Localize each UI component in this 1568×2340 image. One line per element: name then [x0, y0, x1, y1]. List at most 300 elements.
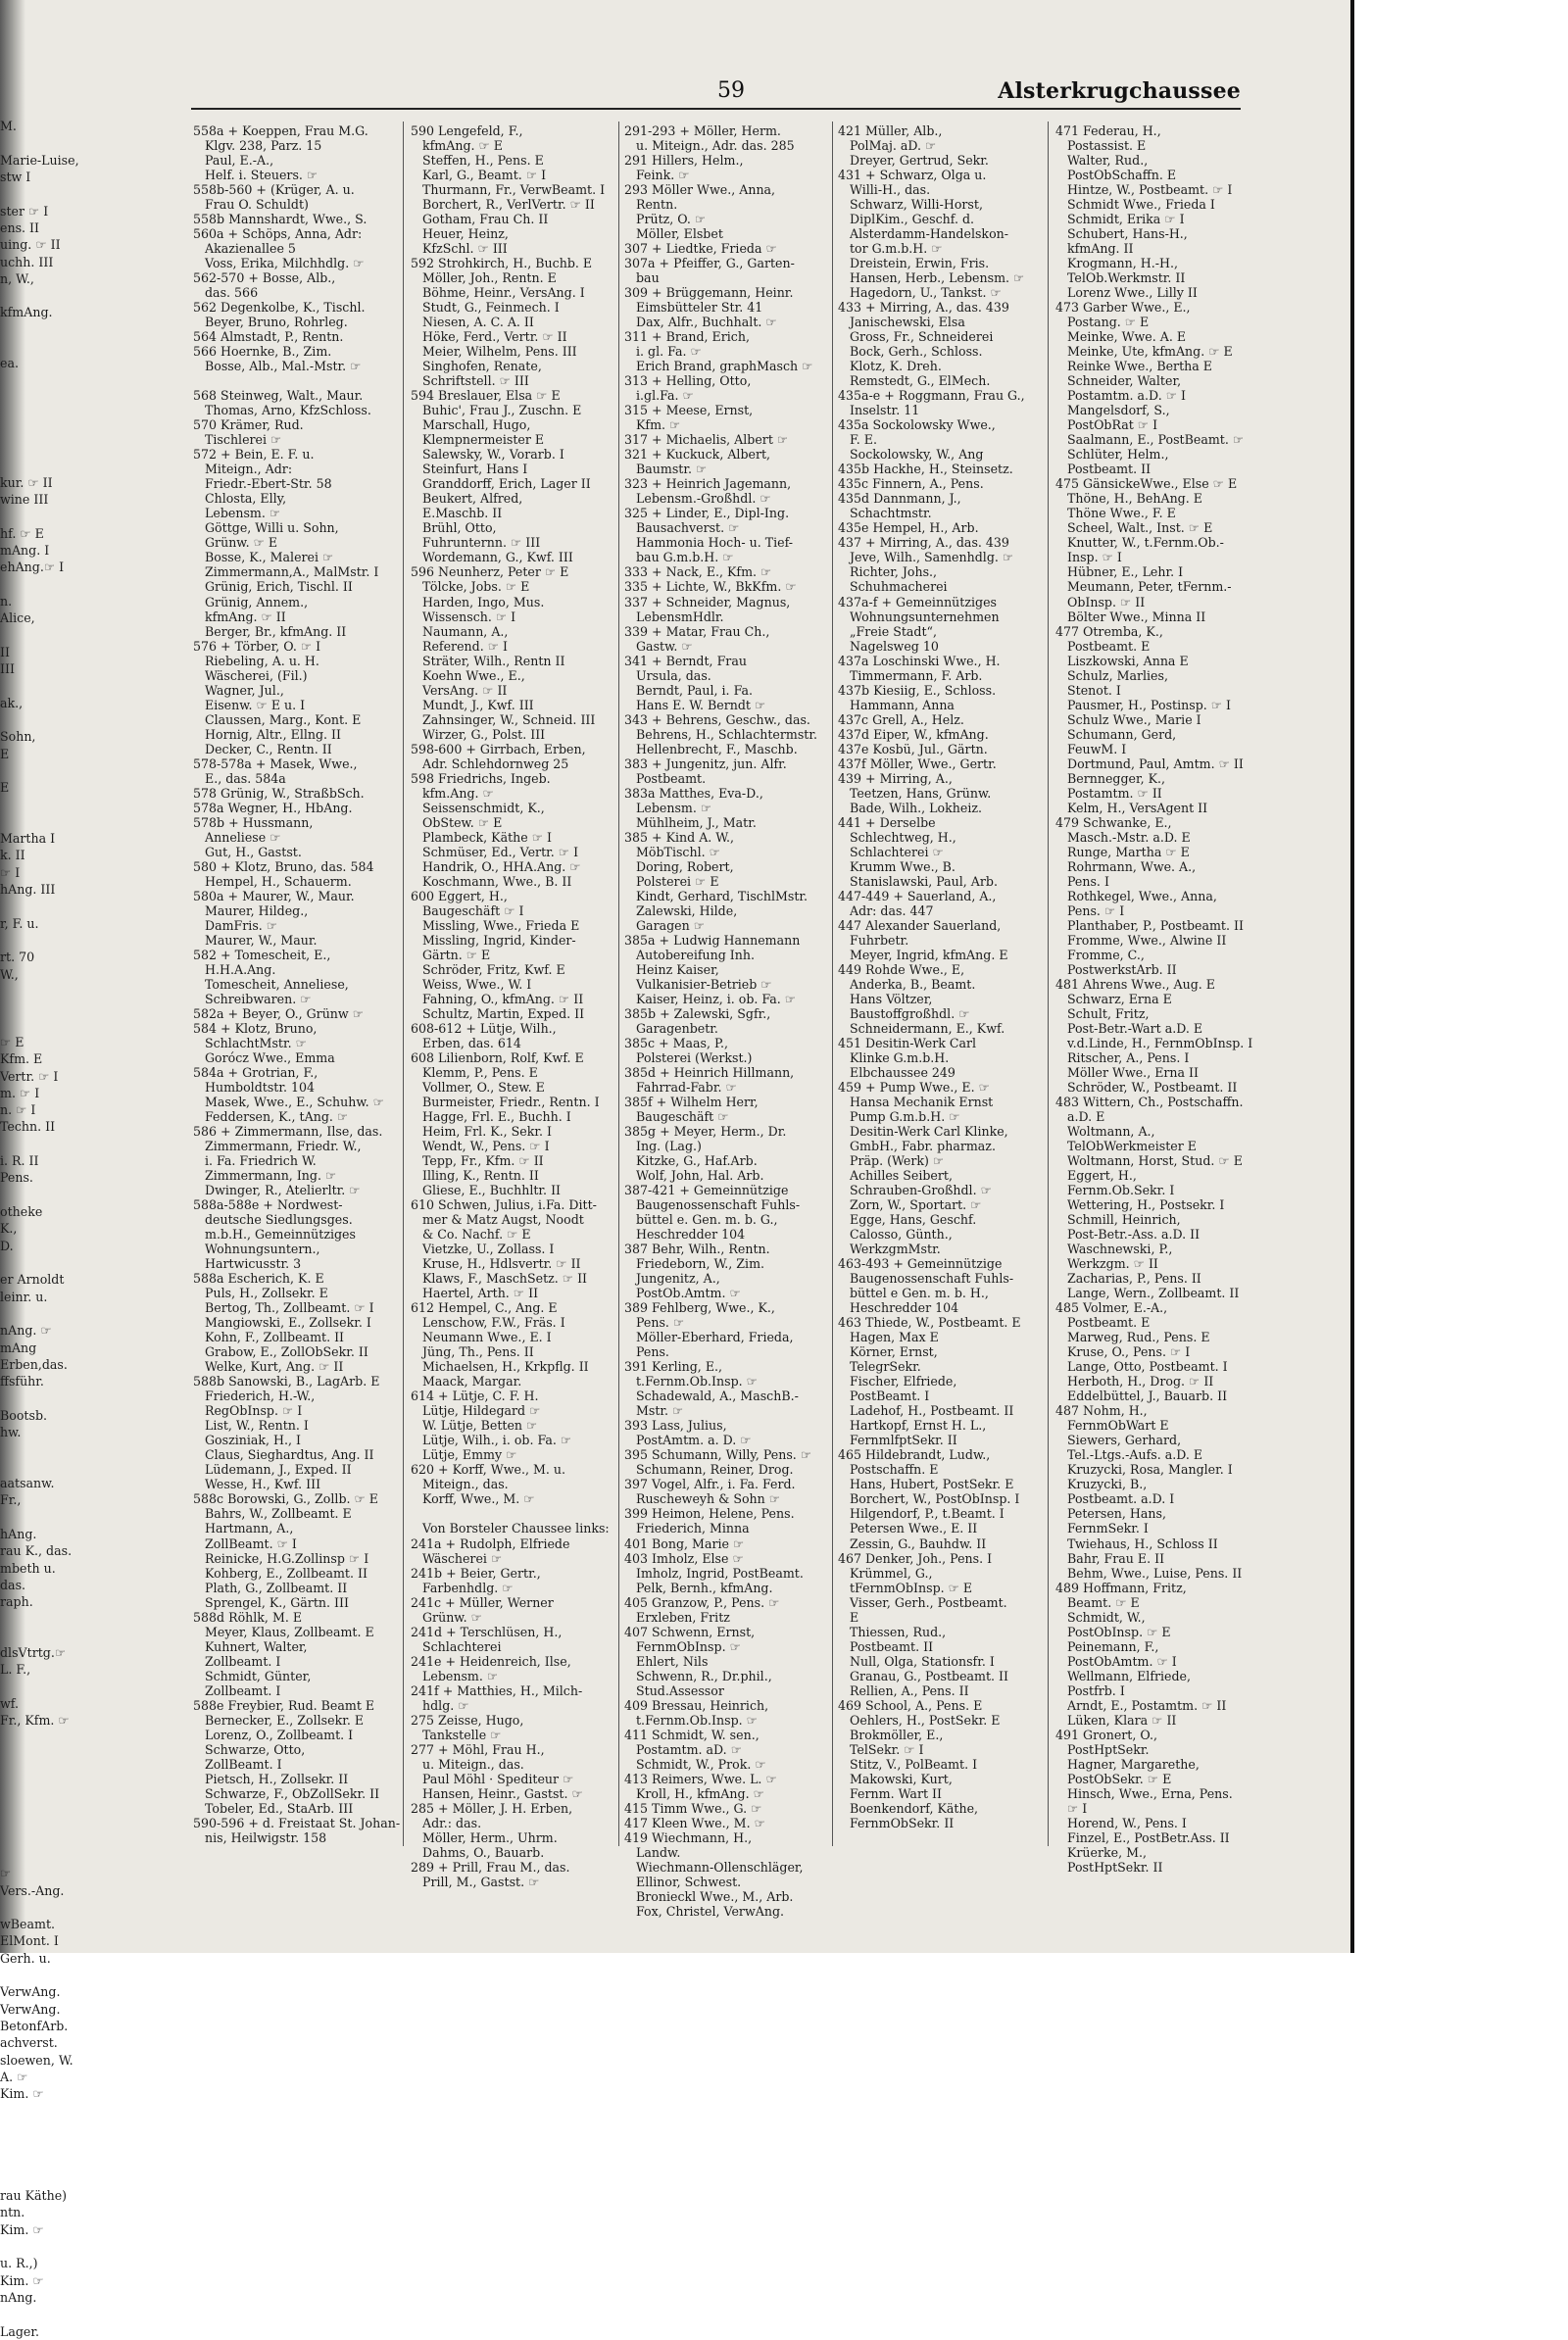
directory-line: Hempel, H., Schauerm. [205, 873, 352, 889]
directory-line: Schneider, Walter, [1067, 373, 1182, 389]
directory-line: 413 Reimers, Wwe. L. ☞ [624, 1771, 777, 1786]
directory-line: 572 + Bein, E. F. u. [193, 447, 315, 463]
margin-fragment-line: Marie-Luise, [0, 152, 79, 168]
directory-line: Imholz, Ingrid, PostBeamt. [636, 1565, 804, 1581]
directory-line: Fernm.Ob.Sekr. I [1067, 1183, 1175, 1198]
directory-line: 307 + Liedtke, Frieda ☞ [624, 241, 777, 257]
directory-line: Schultz, Martin, Exped. II [422, 1005, 585, 1021]
directory-line: PostOb.Amtm. ☞ [636, 1286, 741, 1301]
directory-line: Schlachterei ☞ [850, 844, 944, 859]
directory-line: „Freie Stadt“, [850, 623, 937, 639]
directory-line: 558b-560 + (Krüger, A. u. [193, 182, 355, 198]
directory-line: 241b + Beier, Gertr., [411, 1565, 541, 1581]
directory-line: Nagelsweg 10 [850, 638, 939, 654]
directory-line: Schmidt, Erika ☞ I [1067, 212, 1185, 227]
directory-line: 584 + Klotz, Bruno, [193, 1020, 318, 1036]
directory-line: das. 566 [205, 285, 259, 301]
directory-line: Ritscher, A., Pens. I [1067, 1049, 1190, 1065]
directory-line: Fuhrbetr. [850, 932, 909, 948]
directory-line: Lebensm. ☞ [636, 800, 712, 815]
directory-line: PostwerkstArb. II [1067, 961, 1177, 977]
directory-line: 435d Dannmann, J., [838, 491, 961, 507]
directory-line: Karl, G., Beamt. ☞ I [422, 168, 547, 183]
directory-line: Wiechmann-Ollenschläger, [636, 1859, 804, 1875]
directory-line: Plath, G., Zollbeamt. II [205, 1580, 348, 1595]
directory-line: 612 Hempel, C., Ang. E [411, 1300, 558, 1316]
directory-line: Teetzen, Hans, Grünw. [850, 785, 992, 801]
directory-line: E [850, 1609, 859, 1625]
margin-fragment-line [0, 1797, 90, 1814]
directory-line: Hornig, Altr., Ellng. II [205, 726, 341, 742]
margin-fragment-line: ea. [0, 356, 19, 371]
directory-line: Lorenz, O., Zollbeamt. I [205, 1727, 354, 1742]
directory-line: Hansen, Herb., Lebensm. ☞ [850, 270, 1025, 286]
directory-line: Erich Brand, graphMasch ☞ [636, 359, 813, 374]
margin-fragment-line [0, 2154, 90, 2170]
margin-fragment-line: uing. ☞ II [0, 237, 61, 253]
directory-line: 291-293 + Möller, Herm. [624, 123, 781, 138]
directory-line: Woltmann, A., [1067, 1124, 1155, 1140]
margin-fragment-line: M. [0, 119, 17, 133]
margin-fragment-line: rau Käthe) [0, 2188, 68, 2204]
directory-line: tFernmObInsp. ☞ E [850, 1580, 973, 1595]
directory-line: Präp. (Werk) ☞ [850, 1153, 945, 1169]
directory-line: Null, Olga, Stationsfr. I [850, 1653, 995, 1669]
margin-fragment-line: ehAng.☞ I [0, 560, 65, 575]
directory-line: LebensmHdlr. [636, 609, 724, 624]
directory-line: Schmüser, Ed., Vertr. ☞ I [422, 844, 579, 859]
margin-fragment-line: BetonfArb. [0, 2019, 69, 2033]
margin-fragment-line: W., [0, 966, 19, 982]
directory-line: kfmAng. ☞ E [422, 138, 503, 154]
directory-line: Grünig, Annem., [205, 594, 309, 609]
column-divider [1048, 122, 1049, 1846]
directory-line: FeuwM. I [1067, 741, 1127, 756]
directory-line: ObStew. ☞ E [422, 814, 503, 830]
directory-line: Studt, G., Feinmech. I [422, 300, 560, 316]
directory-line: Hansen, Heinr., Gastst. ☞ [422, 1785, 583, 1801]
directory-line: Lebensm. ☞ [422, 1668, 499, 1683]
directory-line: Lütje, Hildegard ☞ [422, 1403, 541, 1419]
directory-line: t.Fernm.Ob.Insp. ☞ [636, 1712, 758, 1728]
margin-fragment-line: dlsVtrtg.☞ [0, 1645, 67, 1661]
margin-fragment-line: hAng. III [0, 882, 56, 898]
directory-line: Twiehaus, H., Schloss II [1067, 1536, 1218, 1551]
directory-line: Decker, C., Rentn. II [205, 741, 332, 756]
directory-line: 385 + Kind A. W., [624, 829, 735, 845]
page-number: 59 [717, 78, 745, 103]
directory-line: Schlechtweg, H., [850, 829, 956, 845]
margin-fragment-line [0, 338, 90, 355]
directory-line: Vollmer, O., Stew. E [422, 1080, 545, 1096]
margin-fragment-line: Techn. II [0, 1119, 56, 1135]
directory-line: büttel e. Gen. m. b. G., [636, 1212, 778, 1228]
directory-line: Saalmann, E., PostBeamt. ☞ [1067, 432, 1245, 448]
directory-line: Bahrs, W., Zollbeamt. E [205, 1506, 352, 1522]
margin-fragment-line [0, 898, 90, 914]
directory-line: Von Borsteler Chaussee links: [422, 1521, 610, 1536]
directory-line: Grünw. ☞ [422, 1609, 482, 1625]
directory-line: Plambeck, Käthe ☞ I [422, 829, 552, 845]
directory-line: Richter, Johs., [850, 564, 938, 580]
directory-line: TelObWerkmeister E [1067, 1139, 1197, 1154]
directory-line: 459 + Pump Wwe., E. ☞ [838, 1080, 990, 1096]
directory-line: Gross, Fr., Schneiderei [850, 329, 994, 345]
directory-line: Berndt, Paul, i. Fa. [636, 682, 753, 698]
directory-line: 435b Hackhe, H., Steinsetz. [838, 462, 1013, 477]
directory-line: Wesse, H., Kwf. III [205, 1477, 321, 1492]
directory-line: Paul, E.-A., [205, 153, 274, 169]
directory-line: Krüerke, M., [1067, 1844, 1148, 1860]
directory-line: 578-578a + Masek, Wwe., [193, 756, 358, 771]
directory-line: Schuhmacherei [850, 579, 948, 595]
directory-line: Sträter, Wilh., Rentn II [422, 653, 565, 668]
margin-fragment-line: Alice, [0, 610, 35, 626]
directory-line: 469 School, A., Pens. E [838, 1697, 983, 1713]
directory-line: Tölcke, Jobs. ☞ E [422, 579, 530, 595]
directory-line: Knutter, W., t.Fernm.Ob.- [1067, 535, 1224, 551]
directory-line: Hübner, E., Lehr. I [1067, 564, 1184, 580]
directory-line: Feink. ☞ [636, 168, 690, 183]
directory-line: Prütz, O. ☞ [636, 212, 707, 227]
margin-fragment-line [0, 2136, 90, 2153]
directory-line: Klinke G.m.b.H. [850, 1049, 950, 1065]
directory-line: Werkzgm. ☞ II [1067, 1256, 1158, 1272]
directory-line: 600 Eggert, H., [411, 888, 508, 903]
directory-line: Helf. i. Steuers. ☞ [205, 168, 318, 183]
directory-line: 447-449 + Sauerland, A., [838, 888, 997, 903]
directory-line: a.D. E [1067, 1109, 1105, 1125]
directory-line: 437a Loschinski Wwe., H. [838, 653, 1001, 668]
margin-fragment-line [0, 1440, 90, 1457]
margin-fragment-line: Fr., [0, 1492, 22, 1508]
directory-line: 481 Ahrens Wwe., Aug. E [1055, 976, 1215, 992]
directory-line: Kohberg, E., Zollbeamt. II [205, 1565, 368, 1581]
directory-line: Zimmermann,A., MalMstr. I [205, 564, 379, 580]
directory-line: Inselstr. 11 [850, 403, 920, 418]
directory-line: Möller, Herm., Uhrm. [422, 1829, 558, 1845]
directory-line: Vietzke, U., Zollass. I [422, 1242, 555, 1257]
directory-line: Thurmann, Fr., VerwBeamt. I [422, 182, 606, 198]
directory-line: Makowski, Kurt, [850, 1771, 953, 1786]
directory-column-2 [411, 123, 612, 1889]
directory-line: Niesen, A. C. A. II [422, 315, 534, 330]
directory-line: Postschaffn. E [850, 1462, 939, 1478]
directory-line: 598 Friedrichs, Ingeb. [411, 770, 551, 786]
directory-line: Schröder, W., Postbeamt. II [1067, 1080, 1238, 1096]
directory-line: Mundt, J., Kwf. III [422, 697, 534, 712]
facing-page-margin-fragments [0, 118, 90, 2340]
directory-line: Vulkanisier-Betrieb ☞ [636, 976, 772, 992]
margin-fragment-line [0, 1254, 90, 1271]
directory-line: SchlachtMstr. ☞ [205, 1035, 307, 1050]
directory-line: Postbeamt. II [1067, 462, 1152, 477]
directory-line: 435e Hempel, H., Arb. [838, 520, 979, 536]
margin-fragment-line [0, 406, 90, 422]
directory-line: Visser, Gerh., Postbeamt. [850, 1594, 1007, 1610]
margin-fragment-line: Kim. ☞ [0, 2086, 44, 2102]
directory-line: Boenkendorf, Käthe, [850, 1800, 979, 1816]
margin-fragment-line: mbeth u. [0, 1560, 56, 1576]
directory-line: Hagedorn, U., Tankst. ☞ [850, 285, 1002, 301]
directory-line: Miteign., das. [422, 1477, 509, 1492]
directory-line: Grünig, Erich, Tischl. II [205, 579, 353, 595]
directory-line: 337 + Schneider, Magnus, [624, 594, 791, 609]
directory-line: Planthaber, P., Postbeamt. II [1067, 917, 1244, 933]
directory-line: PostObInsp. ☞ E [1067, 1624, 1171, 1639]
directory-line: Kindt, Gerhard, TischlMstr. [636, 888, 808, 903]
directory-line: Liszkowski, Anna E [1067, 653, 1189, 668]
directory-line: 383a Matthes, Eva-D., [624, 785, 763, 801]
directory-line: 580a + Maurer, W., Maur. [193, 888, 355, 903]
directory-line: Salewsky, W., Vorarb. I [422, 447, 564, 463]
directory-line: 409 Bressau, Heinrich, [624, 1697, 769, 1713]
directory-line: RegObInsp. ☞ I [205, 1403, 303, 1419]
margin-fragment-line [0, 797, 90, 813]
directory-line: Dwinger, R., Atelierltr. ☞ [205, 1183, 361, 1198]
directory-line: Humboldtstr. 104 [205, 1080, 316, 1096]
margin-fragment-line: E [0, 780, 10, 796]
directory-line: Eisenw. ☞ E u. I [205, 697, 306, 712]
directory-line: 435a-e + Roggmann, Frau G., [838, 388, 1025, 404]
directory-line: Wohnungsuntern., [205, 1242, 320, 1257]
directory-line: Maurer, Hildeg., [205, 902, 309, 918]
directory-line: Meyer, Ingrid, kfmAng. E [850, 947, 1008, 962]
margin-fragment-line: sloewen, W. [0, 2052, 74, 2068]
directory-line: 397 Vogel, Alfr., i. Fa. Ferd. [624, 1477, 796, 1492]
directory-line: Anderka, B., Beamt. [850, 976, 976, 992]
directory-line: Chlosta, Elly, [205, 491, 287, 507]
directory-line: 558b Mannshardt, Wwe., S. [193, 212, 368, 227]
directory-line: MöbTischl. ☞ [636, 844, 720, 859]
directory-line: 586 + Zimmermann, Ilse, das. [193, 1124, 383, 1140]
directory-line: Stanislawski, Paul, Arb. [850, 873, 998, 889]
margin-fragment-line [0, 999, 90, 1016]
directory-line: FernmObInsp. ☞ [636, 1638, 741, 1654]
directory-line: 568 Steinweg, Walt., Maur. [193, 388, 364, 404]
directory-line: Postfrb. I [1067, 1682, 1125, 1698]
directory-line: Pelk, Bernh., kfmAng. [636, 1580, 773, 1595]
directory-line: 562 Degenkolbe, K., Tischl. [193, 300, 366, 316]
directory-line: Missling, Ingrid, Kinder- [422, 932, 576, 948]
directory-line: Kohn, F., Zollbeamt. II [205, 1330, 345, 1345]
directory-line: t.Fernm.Ob.Insp. ☞ [636, 1374, 758, 1389]
directory-line: Borchert, R., VerlVertr. ☞ II [422, 197, 595, 213]
directory-line: Bosse, Alb., Mal.-Mstr. ☞ [205, 359, 362, 374]
directory-line: Stud.Assessor [636, 1682, 724, 1698]
directory-line: 463 Thiede, W., Postbeamt. E [838, 1315, 1021, 1331]
directory-line: 465 Hildebrandt, Ludw., [838, 1447, 991, 1463]
directory-line: Puls, H., Zollsekr. E [205, 1286, 328, 1301]
directory-line: büttel e Gen. m. b. H., [850, 1286, 989, 1301]
directory-line: Fahning, O., kfmAng. ☞ II [422, 991, 584, 1006]
directory-line: Remstedt, G., ElMech. [850, 373, 991, 389]
margin-fragment-line [0, 287, 90, 304]
directory-line: Möller Wwe., Erna II [1067, 1065, 1199, 1080]
column-divider [618, 122, 619, 1846]
directory-line: Baumstr. ☞ [636, 462, 708, 477]
directory-line: Bade, Wilh., Lokheiz. [850, 800, 982, 815]
directory-line: Wolf, John, Hal. Arb. [636, 1168, 764, 1184]
directory-line: 335 + Lichte, W., BkKfm. ☞ [624, 579, 797, 595]
directory-line: Thöne, H., BehAng. E [1067, 491, 1202, 507]
directory-line: Zacharias, P., Pens. II [1067, 1271, 1201, 1287]
directory-line: Tomescheit, Anneliese, [205, 976, 349, 992]
directory-line: Schmidt, Günter, [205, 1668, 312, 1683]
directory-line: 491 Gronert, O., [1055, 1727, 1157, 1742]
margin-fragment-line: achverst. [0, 2035, 58, 2051]
directory-line: 439 + Mirring, A., [838, 770, 953, 786]
directory-line: Kruse, H., Hdlsvertr. ☞ II [422, 1256, 581, 1272]
margin-fragment-line: er Arnoldt [0, 1272, 65, 1288]
directory-line: 407 Schwenn, Ernst, [624, 1624, 756, 1639]
directory-line: Wordemann, G., Kwf. III [422, 550, 573, 565]
directory-line: Klotz, K. Dreh. [850, 359, 942, 374]
directory-line: Ladehof, H., Postbeamt. II [850, 1403, 1014, 1419]
directory-line: 596 Neunherz, Peter ☞ E [411, 564, 569, 580]
directory-line: deutsche Siedlungsges. [205, 1212, 353, 1228]
directory-line: Hilgendorf, P., t.Beamt. I [850, 1506, 1004, 1522]
directory-line: Schmidt, W., Prok. ☞ [636, 1756, 766, 1772]
margin-fragment-line: hAng. [0, 1526, 37, 1541]
directory-line: Miteign., Adr: [205, 462, 293, 477]
directory-line: 558a + Koeppen, Frau M.G. [193, 123, 368, 138]
margin-fragment-line [0, 1017, 90, 1034]
directory-line: Grabow, E., ZollObSekr. II [205, 1344, 368, 1360]
margin-fragment-line [0, 457, 90, 473]
margin-fragment-line [0, 1848, 90, 1865]
margin-fragment-line: otheke [0, 1204, 43, 1219]
directory-line: Schachtmstr. [850, 506, 932, 521]
directory-line: Desitin-Werk Carl Klinke, [850, 1124, 1008, 1140]
directory-line: hdlg. ☞ [422, 1697, 469, 1713]
directory-line: Krümmel, G., [850, 1565, 933, 1581]
margin-fragment-line [0, 1187, 90, 1203]
directory-line: Friedeborn, W., Zim. [636, 1256, 765, 1272]
directory-line: Lebensm.-Großhdl. ☞ [636, 491, 771, 507]
directory-line: Thiessen, Rud., [850, 1624, 947, 1639]
directory-line: Hinsch, Wwe., Erna, Pens. [1067, 1785, 1233, 1801]
directory-line: Postbeamt. a.D. I [1067, 1491, 1175, 1507]
directory-line: 570 Krämer, Rud. [193, 417, 304, 433]
directory-line: Eddelbüttel, J., Bauarb. II [1067, 1389, 1228, 1404]
directory-line: Schmidt, W., [1067, 1609, 1146, 1625]
directory-line: Schröder, Fritz, Kwf. E [422, 961, 565, 977]
margin-fragment-line: aatsanw. [0, 1476, 55, 1490]
margin-fragment-line [0, 1389, 90, 1406]
directory-line: Baugenossenschaft Fuhls- [636, 1197, 801, 1213]
directory-line: Horend, W., Pens. I [1067, 1815, 1187, 1830]
directory-line: 435c Finnern, A., Pens. [838, 476, 984, 492]
directory-line: TelegrSekr. [850, 1359, 921, 1375]
margin-fragment-line: stw I [0, 169, 31, 184]
directory-line: Wellmann, Elfriede, [1067, 1668, 1192, 1683]
directory-line: Runge, Martha ☞ E [1067, 844, 1190, 859]
directory-line: Insp. ☞ I [1067, 550, 1122, 565]
directory-line: 584a + Grotrian, F., [193, 1065, 318, 1080]
directory-line: Zollbeamt. I [205, 1682, 281, 1698]
margin-fragment-line [0, 1967, 90, 1983]
directory-line: 277 + Möhl, Frau H., [411, 1741, 545, 1757]
directory-line: Kitzke, G., Haf.Arb. [636, 1153, 758, 1169]
directory-line: Masch.-Mstr. a.D. E [1067, 829, 1191, 845]
directory-line: Körner, Ernst, [850, 1344, 938, 1360]
margin-fragment-line: K., [0, 1221, 18, 1237]
margin-fragment-line: kfmAng. [0, 305, 53, 320]
directory-line: Möller-Eberhard, Frieda, [636, 1330, 794, 1345]
directory-line: Lüken, Klara ☞ II [1067, 1712, 1177, 1728]
directory-line: 598-600 + Girrbach, Erben, [411, 741, 586, 756]
directory-line: Friederich, Minna [636, 1521, 750, 1536]
margin-fragment-line [0, 932, 90, 949]
margin-fragment-line: mAng [0, 1340, 37, 1355]
directory-line: Tobeler, Ed., StaArb. III [205, 1800, 354, 1816]
margin-fragment-line: A. ☞ [0, 2069, 28, 2084]
margin-fragment-line: ens. II [0, 219, 39, 235]
directory-line: Haertel, Arth. ☞ II [422, 1286, 539, 1301]
margin-fragment-line: ☞ I [0, 864, 21, 880]
directory-line: 588d Röhlk, M. E [193, 1609, 303, 1625]
directory-line: Schrauben-Großhdl. ☞ [850, 1183, 992, 1198]
directory-line: Postbeamt. E [1067, 638, 1151, 654]
directory-line: Beamt. ☞ E [1067, 1594, 1140, 1610]
directory-line: Pietsch, H., Zollsekr. II [205, 1771, 349, 1786]
directory-line: Post-Betr.-Wart a.D. E [1067, 1020, 1203, 1036]
directory-line: Singhofen, Renate, [422, 359, 542, 374]
margin-fragment-line [0, 1679, 90, 1695]
margin-fragment-line: n. [0, 593, 13, 609]
directory-line: Rentn. [636, 197, 678, 213]
directory-line: 608-612 + Lütje, Wilh., [411, 1020, 557, 1036]
directory-line: 437b Kiesiig, E., Schloss. [838, 682, 997, 698]
margin-fragment-line [0, 626, 90, 643]
directory-line: Marweg, Rud., Pens. E [1067, 1330, 1210, 1345]
directory-line: Hansa Mechanik Ernst [850, 1095, 994, 1110]
directory-line: 590 Lengefeld, F., [411, 123, 523, 138]
margin-fragment-line [0, 2238, 90, 2255]
directory-line: Klempnermeister E [422, 432, 545, 448]
directory-line: Hagner, Margarethe, [1067, 1756, 1200, 1772]
directory-line: Rothkegel, Wwe., Anna, [1067, 888, 1217, 903]
directory-line: 588a-588e + Nordwest- [193, 1197, 343, 1213]
directory-line: v.d.Linde, H., FernmObInsp. I [1067, 1035, 1253, 1050]
directory-line: 275 Zeisse, Hugo, [411, 1712, 524, 1728]
directory-line: Schlachterei [422, 1638, 502, 1654]
directory-line: 421 Müller, Alb., [838, 123, 943, 138]
directory-line: Jungenitz, A., [636, 1271, 720, 1287]
directory-line: Bronieckl Wwe., M., Arb. [636, 1888, 794, 1904]
directory-line: Wohnungsunternehmen [850, 609, 1000, 624]
directory-line: ZollBeamt. I [205, 1756, 282, 1772]
directory-line: Welke, Kurt, Ang. ☞ II [205, 1359, 344, 1375]
directory-line: Arndt, E., Postamtm. ☞ II [1067, 1697, 1227, 1713]
directory-line: Rellien, A., Pens. II [850, 1682, 969, 1698]
directory-line: Schmill, Heinrich, [1067, 1212, 1181, 1228]
directory-line: Schneidermann, E., Kwf. [850, 1020, 1005, 1036]
directory-line: Grünw. ☞ E [205, 535, 278, 551]
directory-line: 389 Fehlberg, Wwe., K., [624, 1300, 775, 1316]
directory-line: Zimmermann, Friedr. W., [205, 1139, 362, 1154]
directory-line: 487 Nohm, H., [1055, 1403, 1148, 1419]
margin-fragment-line: III [0, 661, 15, 676]
directory-line: Jüng, Th., Pens. II [422, 1344, 534, 1360]
directory-line: Wirzer, G., Polst. III [422, 726, 546, 742]
directory-line: u. Miteign., Adr. das. 285 [636, 138, 795, 154]
margin-fragment-line: ☞ E [0, 1034, 24, 1049]
directory-line: 437d Eiper, W., kfmAng. [838, 726, 989, 742]
margin-fragment-line [0, 440, 90, 457]
margin-fragment-line: Lager. [0, 2323, 40, 2339]
